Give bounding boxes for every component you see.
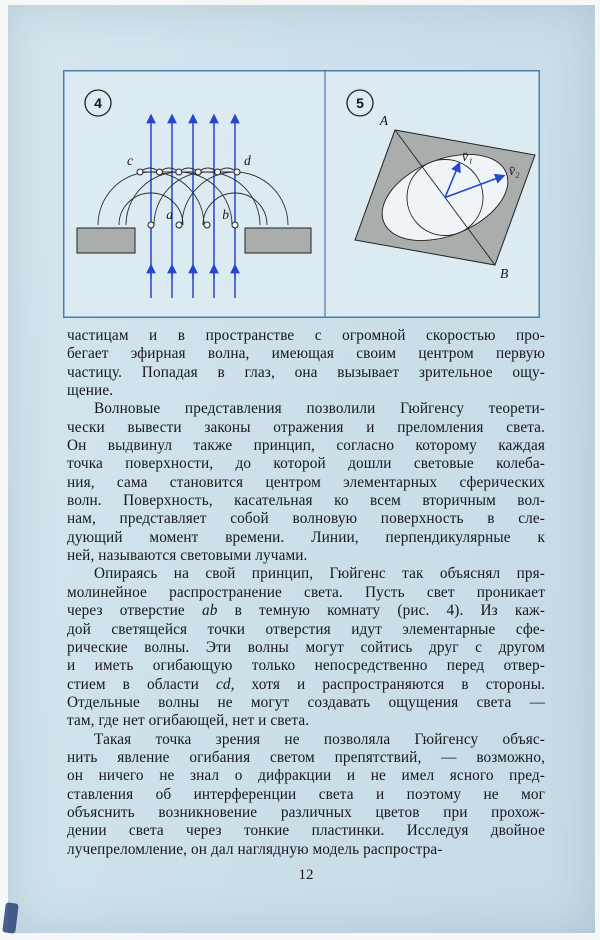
- text-line: он ничего не знал о дифракции и не имел ясного пред-: [67, 767, 545, 785]
- text-line: частицу. Попадая в глаз, она вызывает зрительное ощу-: [67, 363, 545, 381]
- body-text: [67, 327, 545, 859]
- text-line: Опираясь на свой принцип, Гюйгенс так объяснял пря-: [94, 565, 545, 583]
- barrier-right: [245, 228, 311, 253]
- scan-ink-mark: [2, 902, 19, 933]
- barrier-left: [77, 228, 135, 253]
- text-line: точка поверхности, до которой дошли световые колеба-: [67, 455, 545, 473]
- scanned-book-page: [8, 5, 595, 933]
- text-line: объяснить возникновение различных цветов при прохож-: [67, 803, 545, 821]
- text-line: Он выдвинул также принцип, согласно которому каждая: [67, 437, 545, 455]
- text-line: волн. Поверхность, касательная ко всем вторичным вол-: [67, 492, 545, 510]
- text-line: бегает эфирная волна, имеющая своим центром первую: [67, 345, 545, 363]
- label-B: B: [500, 266, 509, 281]
- text-line: дующий момент времени. Линии, перпендикулярные к: [67, 528, 545, 546]
- text-line: рические волны. Эти волны могут сойтись друг с другом: [67, 638, 545, 656]
- text-line: там, где нет огибающей, нет и света.: [67, 712, 310, 730]
- label-d: d: [244, 153, 251, 168]
- figure-box: [63, 70, 540, 318]
- text-line: ней, называются световыми лучами.: [67, 547, 308, 565]
- figure-4-number: 4: [94, 95, 102, 111]
- figure-illustration: [63, 70, 540, 318]
- label-b: b: [222, 207, 229, 222]
- text-line: нить явление огибания светом препятствий, — возможно,: [67, 748, 545, 766]
- page-number: 12: [298, 867, 314, 883]
- text-line: стием в области cd, хотя и распространяются в стороны.: [67, 675, 545, 693]
- text-line: лучепреломление, он дал наглядную модель распростра-: [67, 840, 443, 858]
- label-c: c: [127, 153, 133, 168]
- label-v1: v̄₁: [462, 149, 473, 164]
- text-line: дой светящейся точки отверстия идут элементарные сфе-: [67, 620, 545, 638]
- text-line: щение.: [67, 382, 114, 400]
- text-line: через отверстие ab в темную комнату (рис. 4). Из каж-: [67, 602, 545, 620]
- text-line: Такая точка зрения не позволяла Гюйгенсу объяс-: [94, 730, 545, 748]
- text-line: и иметь огибающую только непосредственно перед отвер-: [67, 657, 545, 675]
- text-line: Отдельные волны не могут создавать ощущения света —: [67, 693, 545, 711]
- label-a: a: [166, 207, 173, 222]
- label-v2: v̄₂: [509, 163, 520, 178]
- text-line: ния, сама становится центром элементарных сферических: [67, 473, 545, 491]
- text-line: нам, представляет собой волновую поверхность в сле-: [67, 510, 545, 528]
- text-line: молинейное распространение света. Пусть свет проникает: [67, 583, 545, 601]
- text-line: дении света через тонкие пластинки. Исследуя двойное: [67, 822, 545, 840]
- text-line: чески вывести законы отражения и преломления света.: [67, 418, 545, 436]
- text-line: Волновые представления позволили Гюйгенсу теорети-: [94, 400, 545, 418]
- text-line: ставления об интерференции света и поэтому не мог: [67, 785, 545, 803]
- text-line: частицам и в пространстве с огромной скоростью про-: [67, 327, 545, 344]
- figure-5-number: 5: [356, 95, 364, 111]
- label-A: A: [379, 113, 388, 128]
